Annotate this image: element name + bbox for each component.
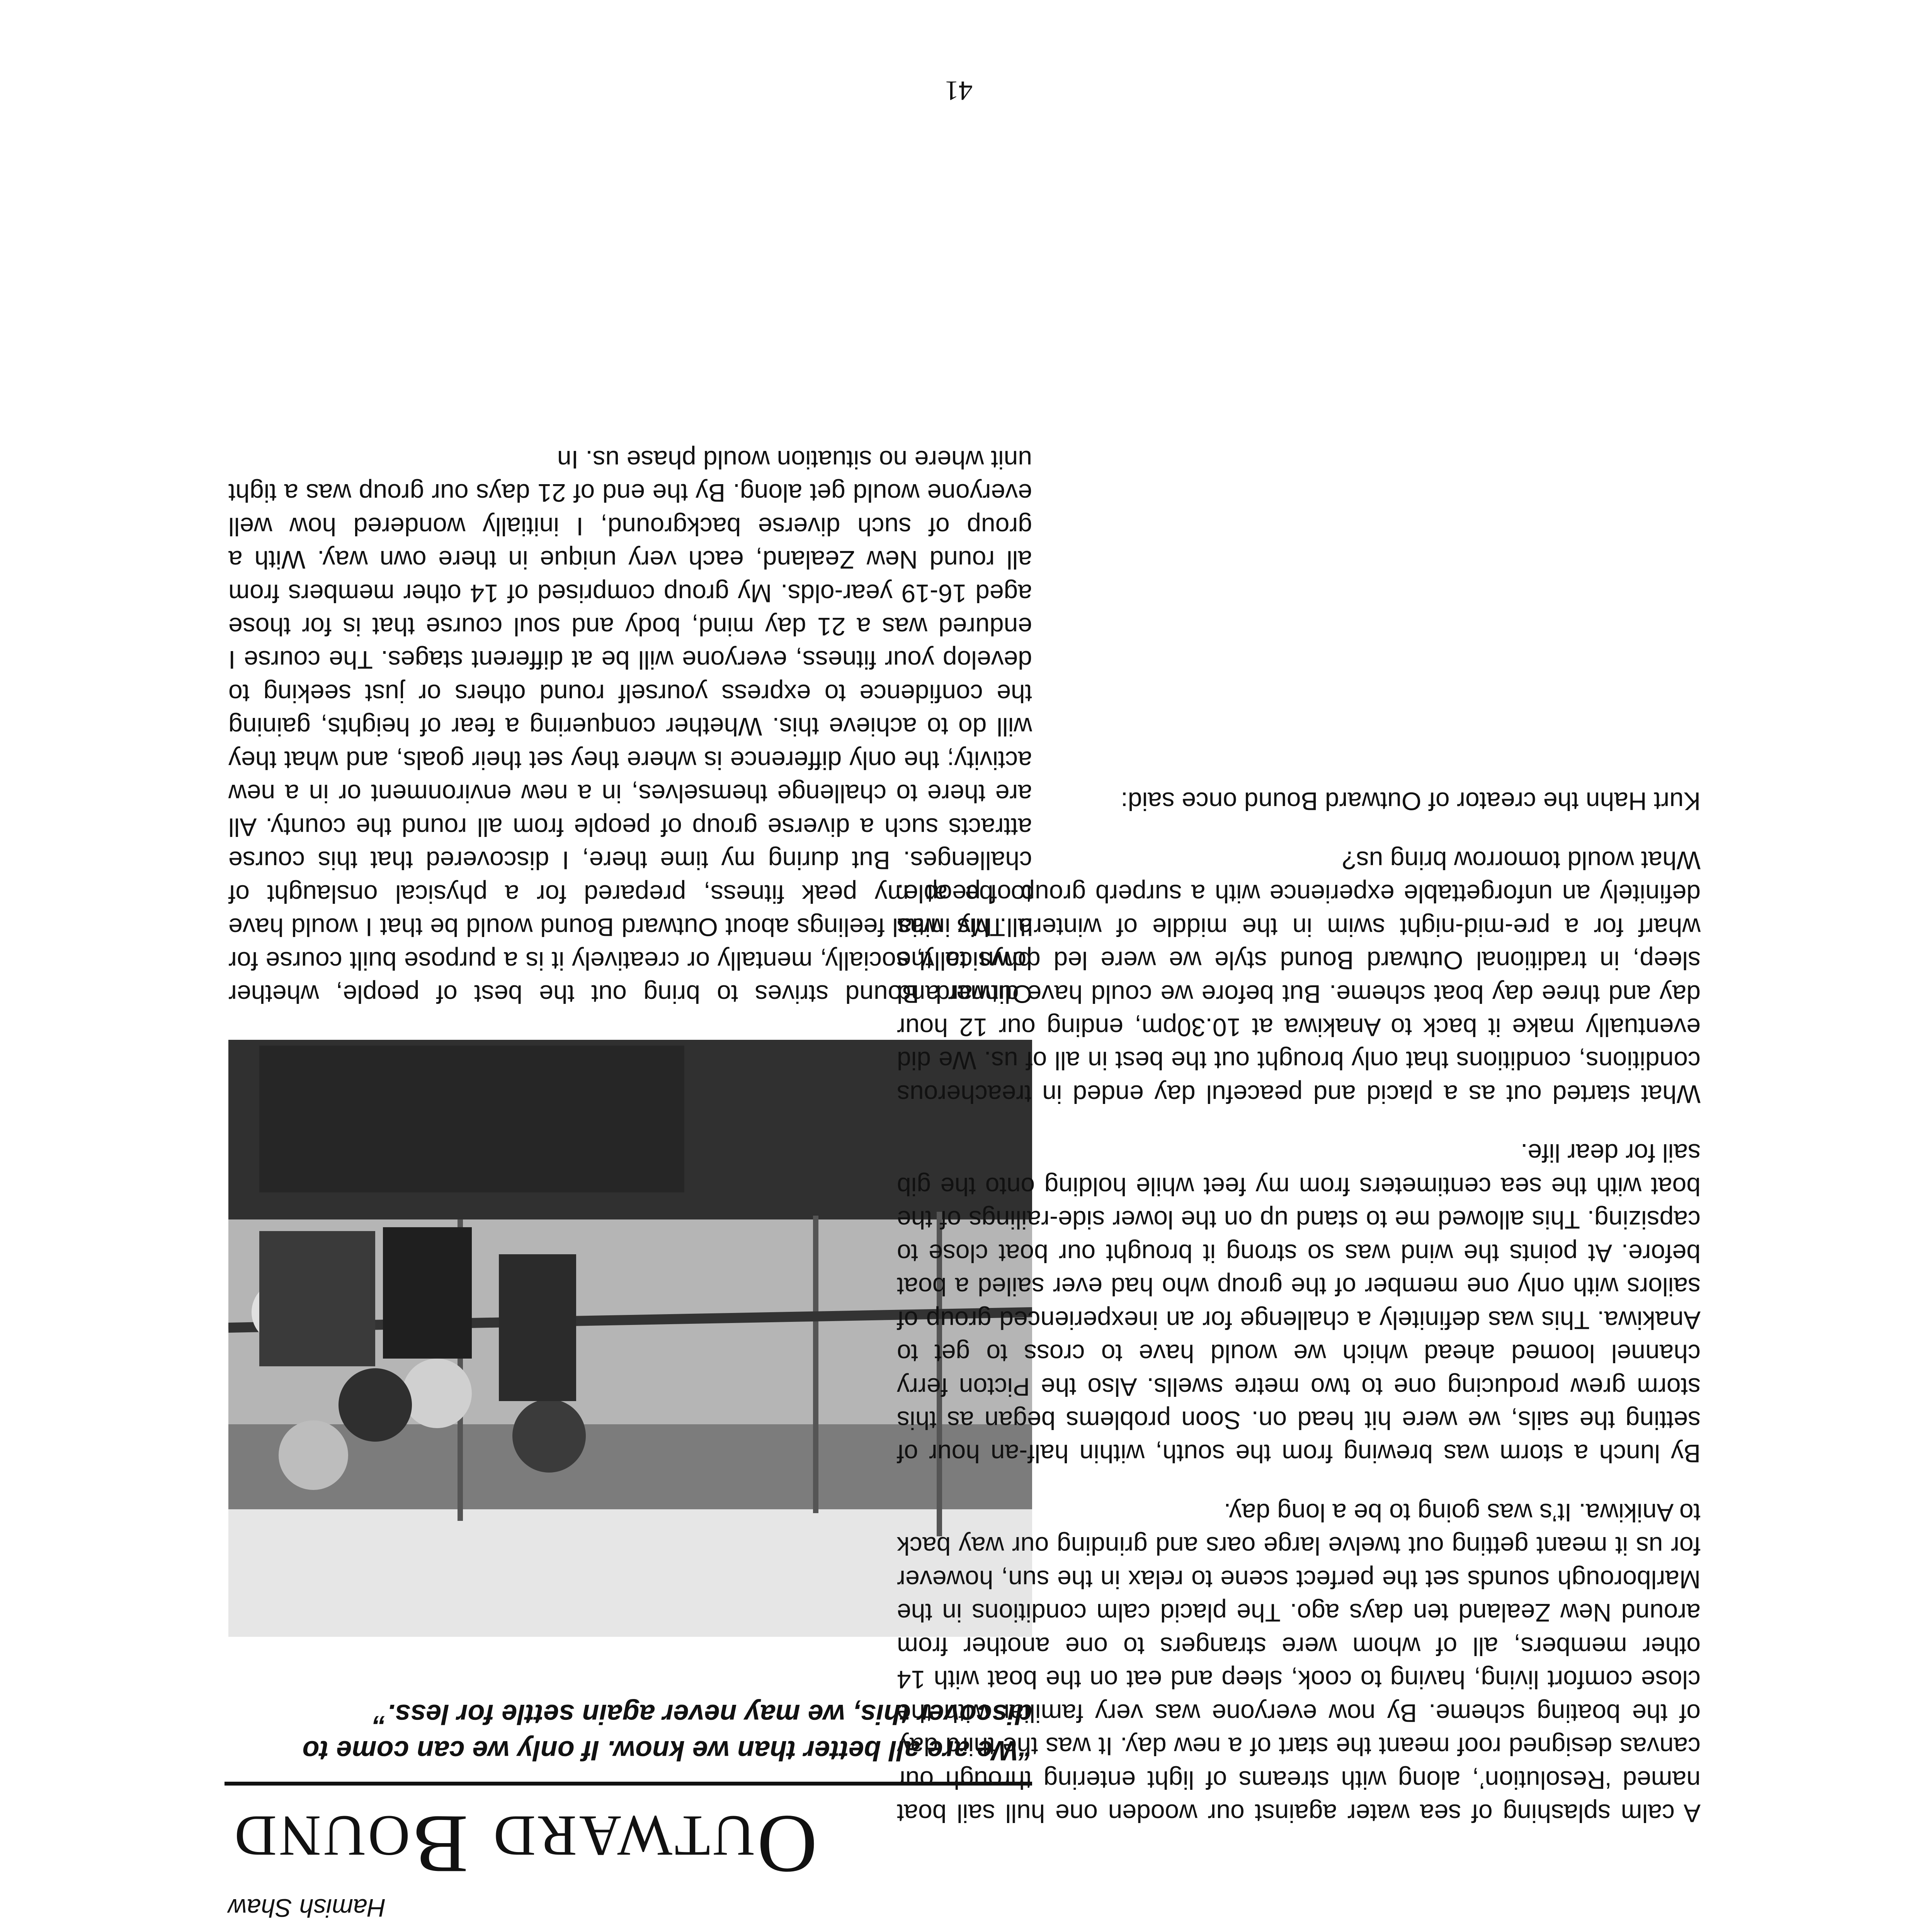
author-signature: Hamish Shaw bbox=[228, 1894, 386, 1922]
paragraph: A calm splashing of sea water against our wooden one hull sail boat named ‘Resolution’, along with streams of light entering through our canvas designed roof meant the start of a new day. It was the third day of the boating scheme. By now everyone was very familiar with the close comfort living, having to cook, sleep and eat on the boat with 14 other members, all of whom were strangers to one another from around New Zealand ten days ago. The placid calm conditions in the Marlborough sounds set the perfect scene to relax in the sun, however for us it meant getting out twelve large oars and grinding our way back to Anikiwa. It’s was going to be a long day. bbox=[897, 1498, 1701, 1828]
pull-quote: “We are all better than we know. If only we can come to discover this, we may never again settle for less.” bbox=[302, 1699, 1032, 1766]
page-number: 41 bbox=[945, 75, 973, 106]
left-column-body bbox=[897, 759, 1701, 1830]
paragraph: Kurt Hahn the creator of Outward Bound once said: bbox=[1121, 787, 1701, 816]
article-title: Outward Bound bbox=[232, 1798, 818, 1891]
paragraph: By lunch a storm was brewing from the south, within half-an hour of setting the sails, we were hit head on. Soon problems began as this storm grew producing one to two metre swells. Also the Picton ferry channel loomed ahead which we would have to cross to get to Anakiwa. This was definitely a challenge for an inexperienced group of sailors with only one member of the group who had ever sailed a boat before. At points the wind was so strong it brought our boat close to capsizing. This allowed me to stand up on the lower side-railings of the boat with the sea centimeters from my feet while holding onto the gib sail for dear life. bbox=[897, 1139, 1701, 1468]
paragraph: Outward Bound strives to bring out the best of people, whether physically, socially, mentally or creatively it is a purpose built course for all. My initial feelings about Outward Bound would be that I would have to be at my peak fitness, prepared for a physical onslaught of challenges. But during my time there, I discovered that this course attracts such a diverse group of people from all round the county. All are there to challenge themselves, in a new environment or in a new activity; the only difference is where they set their goals, and what they will do to achieve this. Whether conquering a fear of heights, gaining the confidence to express yourself round others or just seeking to develop your fitness, everyone will be at different stages. The course I endured was a 21 day mind, body and soul course that is for those aged 16-19 year-olds. My group comprised of 14 other members from all round New Zealand, each very unique in there own way. With a group of such diverse background, I initially wondered how well everyone would get along. By the end of 21 days our group was a tight unit where no situation would phase us. In bbox=[228, 445, 1032, 1009]
paragraph: What started out as a placid and peaceful day ended in treacherous conditions, conditions that only brought out the best in all of us. We did eventually make it back to Anakiwa at 10.30pm, ending our 12 hour day and three day boat scheme. But before we could have dinner and sleep, in traditional Outward Bound style we were led down to the wharf for a pre-mid-night swim in the middle of winter!! This was definitely an unforgettable experience with a surperb group of people. What would tomorrow bring us? bbox=[897, 846, 1701, 1109]
